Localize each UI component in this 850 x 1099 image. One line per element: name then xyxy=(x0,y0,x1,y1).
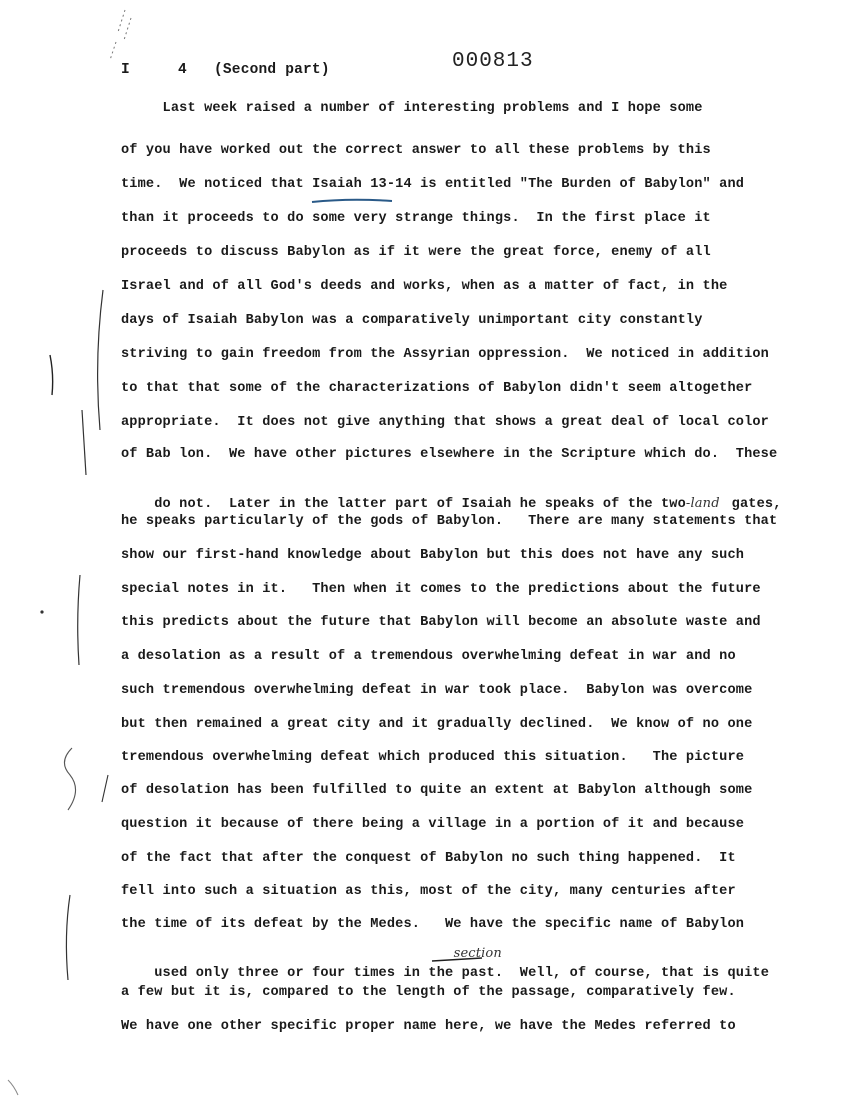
body-line: time. We noticed that Isaiah 13-14 is entitled "The Burden of Babylon" and xyxy=(121,177,745,192)
body-line-tail: gates, xyxy=(731,497,782,512)
margin-line-mark xyxy=(78,575,80,665)
underline-isaiah-mark xyxy=(312,200,392,202)
body-line: but then remained a great city and it gradually declined. We know of no one xyxy=(121,717,753,732)
handwritten-margin-note: -land xyxy=(685,496,720,511)
body-line: days of Isaiah Babylon was a comparatively unimportant city constantly xyxy=(121,313,703,328)
strikethrough-mark xyxy=(432,958,482,961)
body-line-text: used only three or four times in the xyxy=(154,966,454,981)
body-line: of the fact that after the conquest of Babylon no such thing happened. It xyxy=(121,851,736,866)
margin-line-mark xyxy=(66,895,70,980)
body-line: of desolation has been fulfilled to quite an extent at Babylon although some xyxy=(121,783,753,798)
margin-line-mark xyxy=(98,290,103,430)
body-line: to that that some of the characterizations of Babylon didn't seem altogether xyxy=(121,381,753,396)
corner-pencil-mark xyxy=(8,1080,18,1095)
margin-slash-mark xyxy=(102,775,108,802)
body-line: appropriate. It does not give anything that shows a great deal of local color xyxy=(121,415,769,430)
body-line: question it because of there being a village in a portion of it and because xyxy=(121,817,745,832)
body-line: Israel and of all God's deeds and works, when as a matter of fact, in the xyxy=(121,279,728,294)
corner-pencil-marks xyxy=(110,10,131,60)
chapter-marker: I xyxy=(121,62,130,78)
margin-line-mark xyxy=(82,410,86,475)
body-line: Last week raised a number of interesting problems and I hope some xyxy=(121,101,703,116)
body-line: proceeds to discuss Babylon as if it were the great force, enemy of all xyxy=(121,245,711,260)
document-number: 000813 xyxy=(452,50,534,73)
body-line-tail: Well, of course, that is quite xyxy=(519,966,770,981)
body-line: such tremendous overwhelming defeat in war took place. Babylon was overcome xyxy=(121,683,753,698)
body-line: than it proceeds to do some very strange things. In the first place it xyxy=(121,211,711,226)
margin-tick-mark xyxy=(50,355,53,395)
margin-squiggle-mark xyxy=(64,748,75,810)
part-label: (Second part) xyxy=(214,62,330,78)
body-line: show our first-hand knowledge about Babylon but this does not have any such xyxy=(121,548,745,563)
body-line: a few but it is, compared to the length of the passage, comparatively few. xyxy=(121,985,736,1000)
body-line: of Bab lon. We have other pictures elsewhere in the Scripture which do. These xyxy=(121,447,778,462)
body-line: of you have worked out the correct answer to all these problems by this xyxy=(121,143,711,158)
body-line: special notes in it. Then when it comes to the predictions about the future xyxy=(121,582,761,597)
body-line: he speaks particularly of the gods of Babylon. There are many statements that xyxy=(121,514,778,529)
handwritten-correction: section xyxy=(453,946,502,961)
body-line-text: do not. Later in the latter part of Isaiah he speaks of the two xyxy=(154,497,686,512)
body-line: We have one other specific proper name here, we have the Medes referred to xyxy=(121,1019,736,1034)
body-line: fell into such a situation as this, most of the city, many centuries after xyxy=(121,884,736,899)
lecture-number: 4 xyxy=(178,62,187,78)
body-line: tremendous overwhelming defeat which produced this situation. The picture xyxy=(121,750,745,765)
margin-dot-mark xyxy=(40,610,43,613)
body-line: the time of its defeat by the Medes. We have the specific name of Babylon xyxy=(121,917,745,932)
body-line: a desolation as a result of a tremendous overwhelming defeat in war and no xyxy=(121,649,736,664)
body-line: striving to gain freedom from the Assyrian oppression. We noticed in addition xyxy=(121,347,769,362)
struck-word-text: past. xyxy=(461,966,504,981)
body-line: this predicts about the future that Babylon will become an absolute waste and xyxy=(121,615,761,630)
